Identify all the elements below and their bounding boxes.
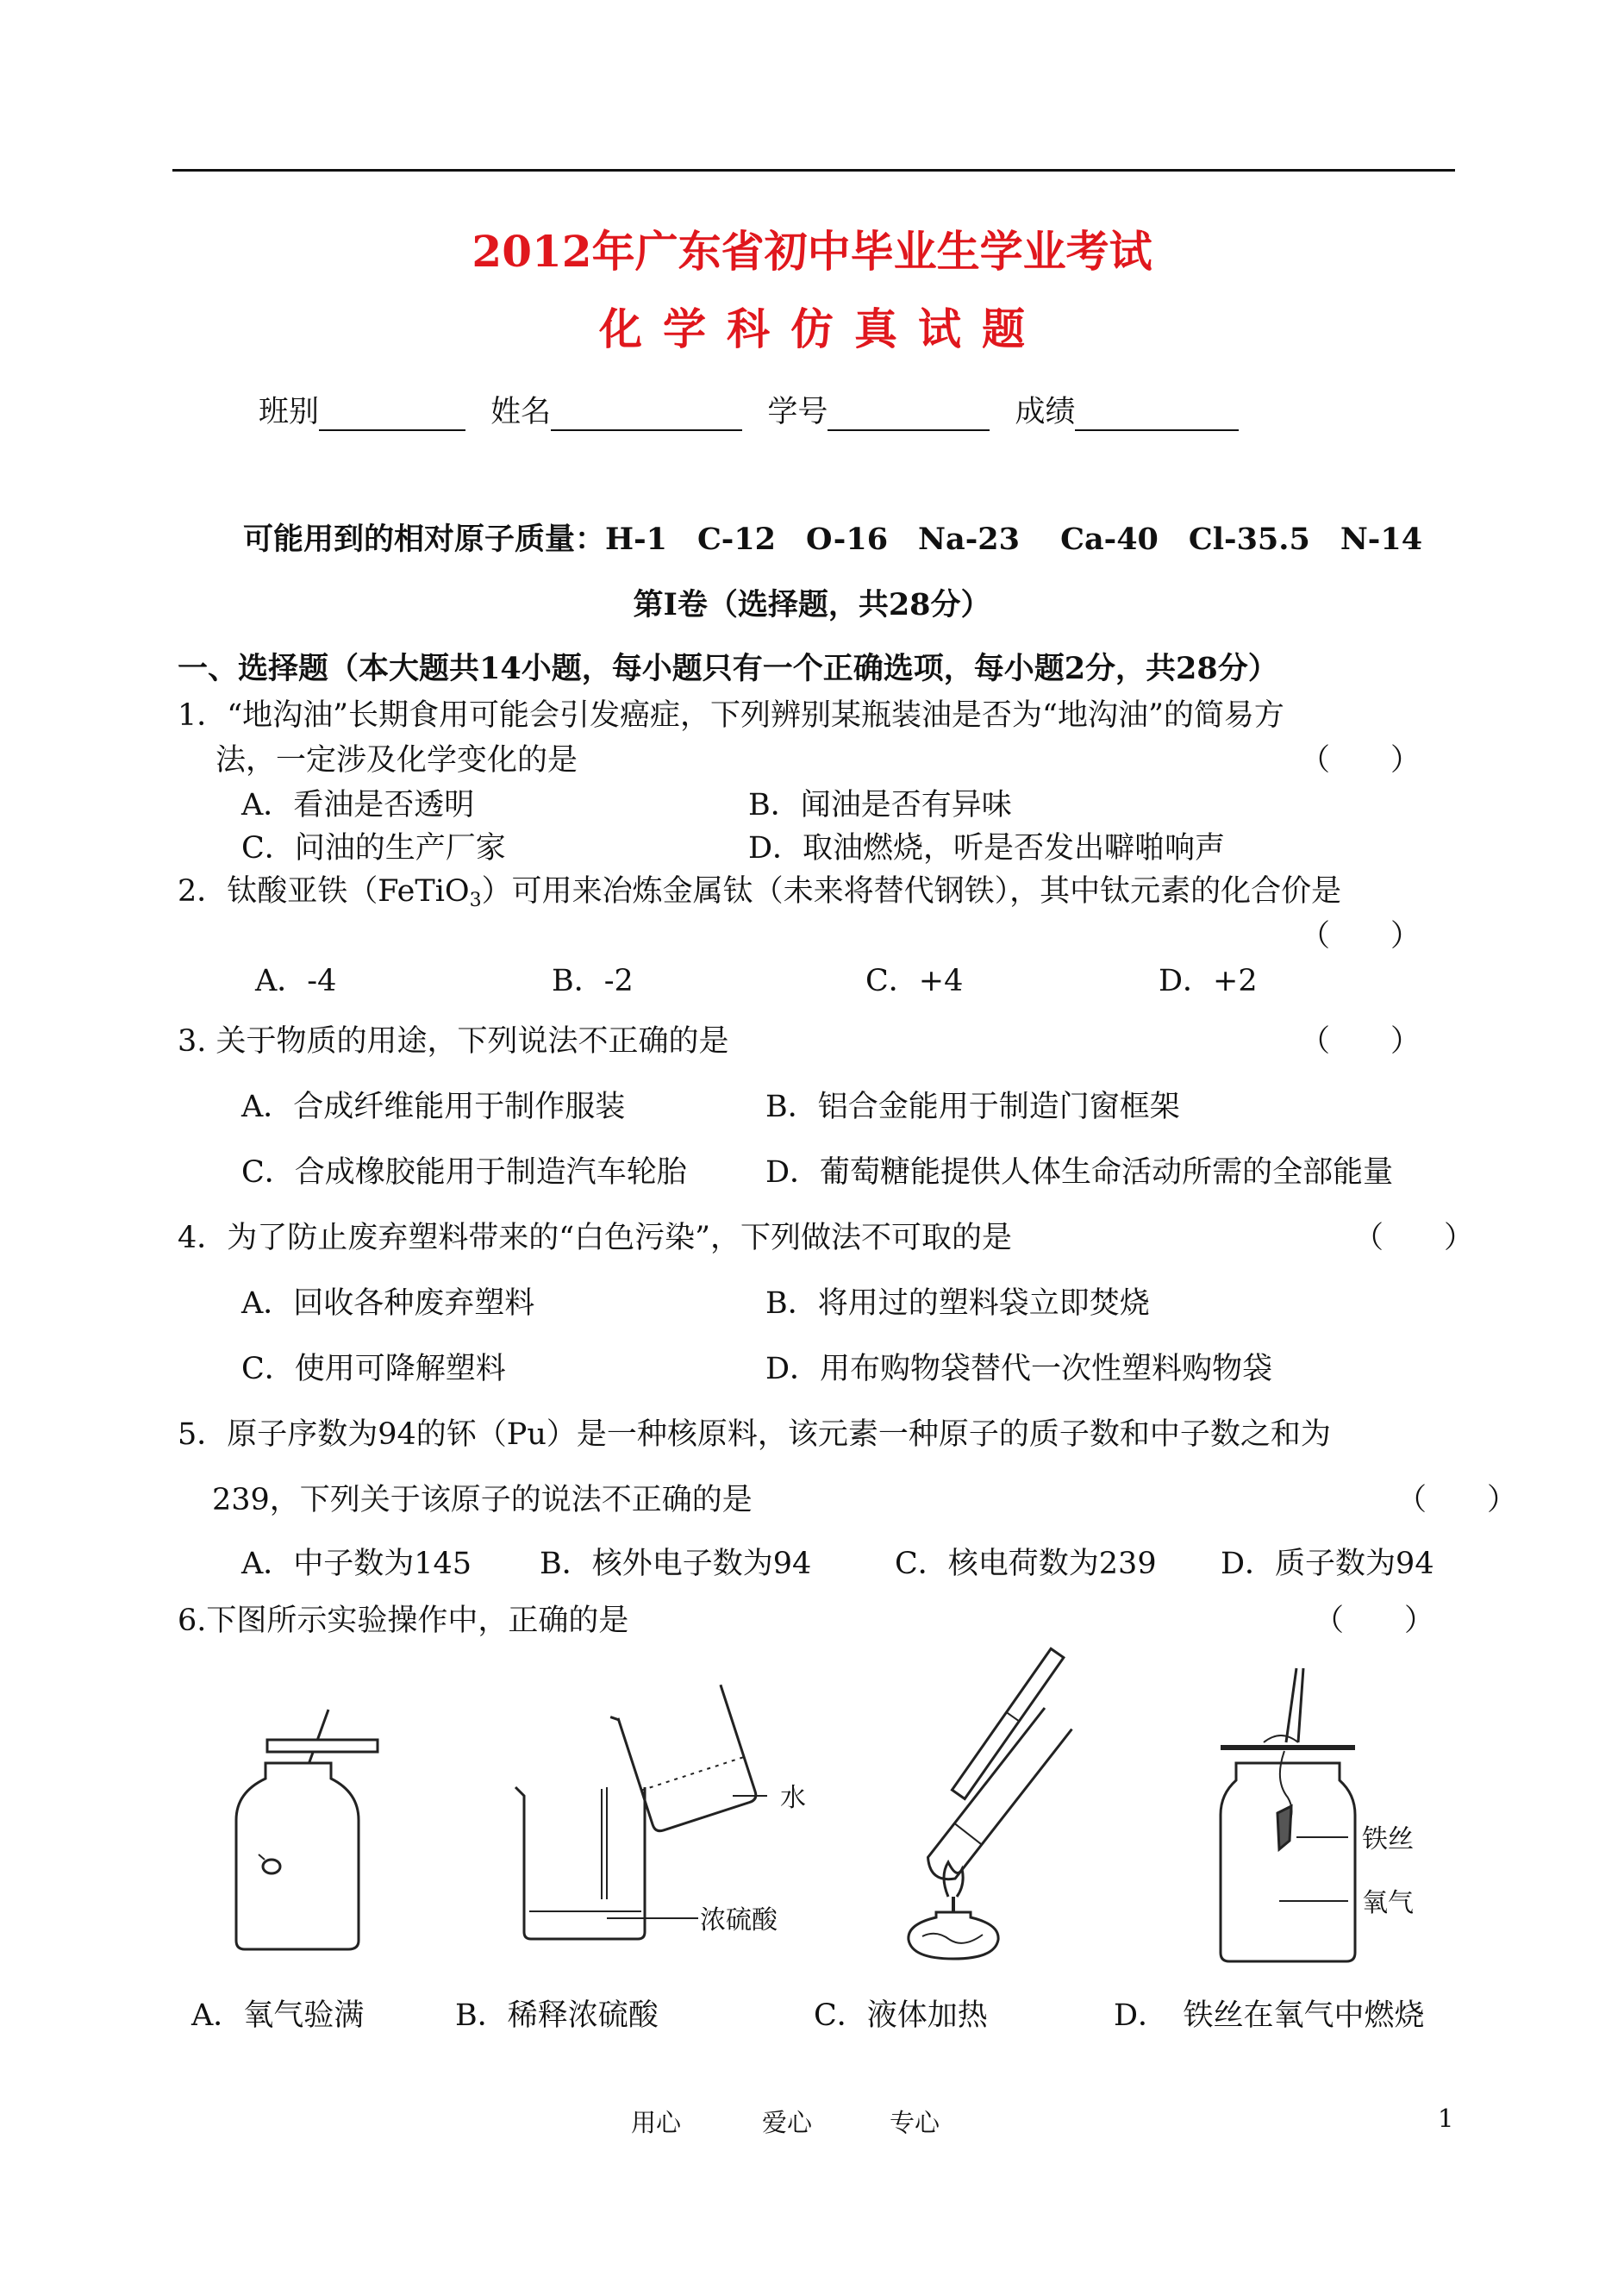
figure-dilute-acid [500, 1685, 828, 1944]
label-iron-wire: 铁丝 [1362, 1824, 1414, 1854]
score-label: 成绩 [1015, 395, 1076, 429]
q6-option-a[interactable]: A．氧气验满 [191, 1998, 365, 2033]
q5-option-c[interactable]: C．核电荷数为239 [895, 1547, 1157, 1581]
q6-answer-blank[interactable]: （ ） [1314, 1604, 1435, 1638]
q6-option-c[interactable]: C．液体加热 [814, 1998, 988, 2033]
q4-answer-blank[interactable]: （ ） [1353, 1221, 1475, 1255]
label-water: 水 [780, 1783, 806, 1813]
id-field[interactable] [828, 398, 990, 431]
class-label: 班别 [259, 395, 320, 429]
q4-stem: 4．为了防止废弃塑料带来的“白色污染”，下列做法不可取的是 [178, 1221, 1013, 1255]
q3-option-a[interactable]: A．合成纤维能用于制作服装 [241, 1090, 626, 1124]
figure-heat-liquid [888, 1681, 1095, 1966]
alcohol-lamp-icon [909, 1912, 998, 1959]
glass-plate-icon [267, 1740, 378, 1752]
q1-stem-line1: 1．“地沟油”长期食用可能会引发癌症，下列辨别某瓶装油是否为“地沟油”的简易方 [178, 698, 1284, 733]
gas-bottle-icon [236, 1763, 359, 1949]
q5-option-b[interactable]: B．核外电子数为94 [540, 1547, 812, 1581]
pouring-beaker-icon [610, 1681, 758, 1835]
q2-answer-blank[interactable]: （ ） [1300, 919, 1421, 954]
q5-answer-blank[interactable]: （ ） [1396, 1483, 1518, 1517]
section-title: 第Ⅰ卷（选择题，共28分） [633, 587, 991, 622]
q3-stem: 3. 关于物质的用途，下列说法不正确的是 [178, 1024, 729, 1059]
glowing-splint-tip-icon [263, 1860, 280, 1873]
q2-option-c[interactable]: C．+4 [865, 964, 964, 998]
q4-option-a[interactable]: A．回收各种废弃塑料 [241, 1286, 535, 1321]
q2-stem: 2．钛酸亚铁（FeTiO$_3$）可用来冶炼金属钛（未来将替代钢铁），其中钛元素的化合价是 [178, 874, 1342, 911]
receiving-beaker-icon [515, 1787, 645, 1939]
q1-stem-line2: 法，一定涉及化学变化的是 [215, 743, 578, 778]
q4-option-c[interactable]: C．使用可降解塑料 [241, 1352, 506, 1386]
figure-oxygen-test [224, 1703, 422, 1961]
q5-option-d[interactable]: D．质子数为94 [1221, 1547, 1434, 1581]
q5-option-a[interactable]: A．中子数为145 [241, 1547, 472, 1581]
name-label: 姓名 [490, 395, 552, 429]
name-field[interactable] [551, 398, 742, 431]
q4-option-d[interactable]: D．用布购物袋替代一次性塑料购物袋 [765, 1352, 1273, 1386]
gas-bottle-icon [1221, 1763, 1355, 1961]
exam-title: 2012年广东省初中毕业生学业考试 [472, 226, 1152, 277]
exam-subtitle: 化学科仿真试题 [599, 303, 1046, 354]
q2-option-d[interactable]: D．+2 [1159, 964, 1258, 998]
class-field[interactable] [319, 398, 465, 431]
q6-option-b[interactable]: B．稀释浓硫酸 [455, 1998, 659, 2033]
part-title: 一、选择题（本大题共14小题，每小题只有一个正确选项，每小题2分，共28分） [178, 651, 1278, 686]
page-number: 1 [1438, 2104, 1454, 2133]
label-oxygen: 氧气 [1362, 1888, 1414, 1918]
footer-motto-3: 专心 [890, 2108, 940, 2137]
q6-option-d[interactable]: D． 铁丝在氧气中燃烧 [1114, 1998, 1425, 2033]
id-label: 学号 [767, 395, 828, 429]
q5-stem-line1: 5．原子序数为94的钚（Pu）是一种核原料，该元素一种原子的质子数和中子数之和为 [178, 1417, 1331, 1452]
figure-iron-burning [1195, 1668, 1453, 1979]
q3-option-d[interactable]: D．葡萄糖能提供人体生命活动所需的全部能量 [765, 1155, 1394, 1190]
top-rule [172, 169, 1455, 172]
q1-option-a[interactable]: A．看油是否透明 [241, 788, 475, 822]
q6-stem: 6.下图所示实验操作中，正确的是 [178, 1604, 629, 1638]
q3-answer-blank[interactable]: （ ） [1300, 1024, 1421, 1059]
q5-stem-line2: 239，下列关于该原子的说法不正确的是 [212, 1483, 753, 1517]
q4-option-b[interactable]: B．将用过的塑料袋立即焚烧 [765, 1286, 1150, 1321]
q3-option-b[interactable]: B．铝合金能用于制造门窗框架 [765, 1090, 1180, 1124]
student-info-row [259, 388, 1254, 431]
atomic-masses: 可能用到的相对原子质量：H-1 C-12 O-16 Na-23 Ca-40 Cl-35.5 N-14 [243, 522, 1423, 557]
q1-answer-blank[interactable]: （ ） [1300, 743, 1421, 778]
q2-option-b[interactable]: B．-2 [552, 964, 634, 998]
q1-option-b[interactable]: B．闻油是否有异味 [748, 788, 1012, 822]
footer-motto-1: 用心 [631, 2108, 682, 2137]
crucible-tongs-icon [1286, 1668, 1303, 1742]
q1-option-d[interactable]: D．取油燃烧，听是否发出噼啪响声 [748, 831, 1226, 866]
score-field[interactable] [1075, 398, 1239, 431]
footer-motto-2: 爱心 [762, 2108, 813, 2137]
q2-option-a[interactable]: A．-4 [255, 964, 337, 998]
iron-wire-icon [1277, 1806, 1291, 1849]
label-conc-acid: 浓硫酸 [700, 1905, 778, 1935]
q1-option-c[interactable]: C．问油的生产厂家 [241, 831, 506, 866]
q3-option-c[interactable]: C．合成橡胶能用于制造汽车轮胎 [241, 1155, 687, 1190]
